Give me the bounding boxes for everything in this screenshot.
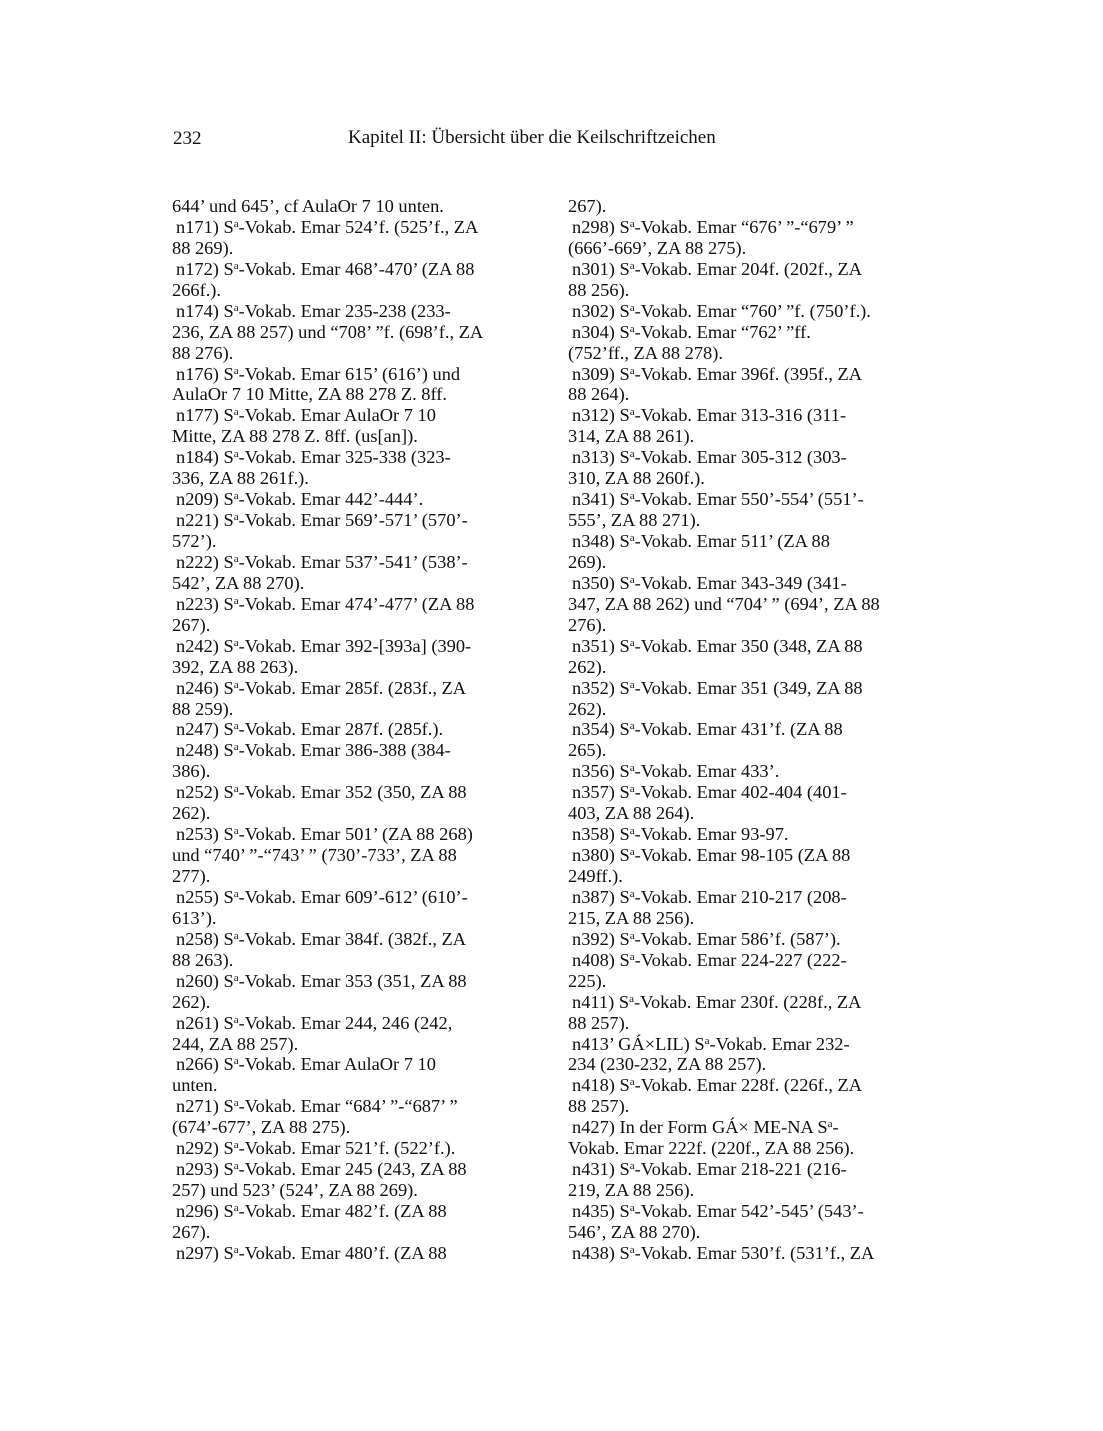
- text-line: 219, ZA 88 256).: [568, 1180, 695, 1201]
- text-line: n408) $S^a$-Vokab. Emar 224-227 (222-: [572, 949, 847, 970]
- text-line: n351) $S^a$-Vokab. Emar 350 (348, ZA 88: [572, 635, 863, 656]
- text-line: (752’ff., ZA 88 278).: [568, 342, 723, 363]
- text-line: 336, ZA 88 261f.).: [172, 468, 309, 489]
- text-line: n248) $S^a$-Vokab. Emar 386-388 (384-: [176, 740, 451, 761]
- text-line: 234 (230-232, ZA 88 257).: [568, 1054, 767, 1075]
- text-line: 392, ZA 88 263).: [172, 656, 299, 677]
- text-line: 249ff.).: [568, 866, 623, 886]
- text-line: n242) $S^a$-Vokab. Emar 392-[393a] (390-: [176, 635, 472, 656]
- text-line: 262).: [172, 803, 211, 824]
- text-line: 262).: [568, 656, 607, 677]
- text-line: n392) $S^a$-Vokab. Emar 586’f. (587’).: [572, 928, 841, 949]
- text-line: n174) $S^a$-Vokab. Emar 235-238 (233-: [176, 300, 451, 321]
- text-line: n253) $S^a$-Vokab. Emar 501’ (ZA 88 268): [176, 824, 473, 845]
- text-line: 88 259).: [172, 698, 234, 719]
- text-line: n380) $S^a$-Vokab. Emar 98-105 (ZA 88: [572, 845, 851, 866]
- text-line: n266) $S^a$-Vokab. Emar AulaOr 7 10: [176, 1054, 436, 1075]
- text-line: 88 256).: [568, 279, 630, 300]
- text-line: n246) $S^a$-Vokab. Emar 285f. (283f., ZA: [176, 677, 467, 698]
- text-line: und “740’ ”-“743’ ” (730’-733’, ZA 88: [172, 845, 457, 866]
- text-line: n358) $S^a$-Vokab. Emar 93-97.: [572, 824, 789, 845]
- text-line: n387) $S^a$-Vokab. Emar 210-217 (208-: [572, 886, 847, 907]
- text-line: Mitte, ZA 88 278 Z. 8ff. (us[an]).: [172, 426, 418, 447]
- text-line: n184) $S^a$-Vokab. Emar 325-338 (323-: [176, 447, 451, 468]
- text-line: n260) $S^a$-Vokab. Emar 353 (351, ZA 88: [176, 970, 467, 991]
- text-line: n418) $S^a$-Vokab. Emar 228f. (226f., ZA: [572, 1075, 863, 1096]
- text-line: 542’, ZA 88 270).: [172, 572, 305, 593]
- text-line: 236, ZA 88 257) und “708’ ”f. (698’f., ZA: [172, 321, 484, 342]
- page-number: 232: [173, 128, 202, 149]
- text-line: 277).: [172, 866, 211, 886]
- text-line: 88 263).: [172, 949, 234, 970]
- text-line: 347, ZA 88 262) und “704’ ” (694’, ZA 88: [568, 593, 880, 614]
- text-line: 572’).: [172, 531, 217, 551]
- text-line: n222) $S^a$-Vokab. Emar 537’-541’ (538’-: [176, 551, 468, 572]
- text-line: 215, ZA 88 256).: [568, 907, 695, 928]
- text-line: 403, ZA 88 264).: [568, 803, 695, 824]
- text-line: 276).: [568, 614, 607, 635]
- text-line: 88 264).: [568, 384, 630, 405]
- running-head: Kapitel II: Übersicht über die Keilschriftzeichen: [348, 127, 716, 148]
- text-line: n221) $S^a$-Vokab. Emar 569’-571’ (570’-: [176, 510, 468, 531]
- text-line: 88 257).: [568, 1012, 630, 1033]
- text-line: n176) $S^a$-Vokab. Emar 615’ (616’) und: [176, 363, 461, 384]
- text-line: 613’).: [172, 907, 217, 928]
- text-line: n435) $S^a$-Vokab. Emar 542’-545’ (543’-: [572, 1201, 864, 1221]
- text-line: n177) $S^a$-Vokab. Emar AulaOr 7 10: [176, 405, 436, 426]
- text-line: AulaOr 7 10 Mitte, ZA 88 278 Z. 8ff.: [172, 384, 447, 405]
- text-line: n309) $S^a$-Vokab. Emar 396f. (395f., ZA: [572, 363, 863, 384]
- text-line: n258) $S^a$-Vokab. Emar 384f. (382f., ZA: [176, 928, 467, 949]
- text-line: 267).: [568, 196, 607, 216]
- text-line: n438) $S^a$-Vokab. Emar 530’f. (531’f., ZA: [572, 1242, 875, 1263]
- text-line: 244, ZA 88 257).: [172, 1033, 299, 1054]
- text-line: 225).: [568, 970, 607, 991]
- text-line: 267).: [172, 614, 211, 635]
- text-line: n271) $S^a$-Vokab. Emar “684’ ”-“687’ ”: [176, 1096, 458, 1117]
- text-line: 267).: [172, 1221, 211, 1242]
- text-line: 262).: [568, 698, 607, 719]
- text-line: n352) $S^a$-Vokab. Emar 351 (349, ZA 88: [572, 677, 863, 698]
- text-line: n292) $S^a$-Vokab. Emar 521’f. (522’f.).: [176, 1138, 456, 1159]
- text-line: n293) $S^a$-Vokab. Emar 245 (243, ZA 88: [176, 1159, 467, 1180]
- text-line: n357) $S^a$-Vokab. Emar 402-404 (401-: [572, 782, 847, 803]
- text-line: n356) $S^a$-Vokab. Emar 433’.: [572, 761, 780, 782]
- text-line: n298) $S^a$-Vokab. Emar “676’ ”-“679’ ”: [572, 216, 854, 237]
- text-line: 262).: [172, 991, 211, 1012]
- text-line: 265).: [568, 740, 607, 761]
- text-line: n313) $S^a$-Vokab. Emar 305-312 (303-: [572, 447, 847, 468]
- text-line: n223) $S^a$-Vokab. Emar 474’-477’ (ZA 88: [176, 593, 475, 614]
- text-line: unten.: [172, 1075, 218, 1096]
- text-line: n341) $S^a$-Vokab. Emar 550’-554’ (551’-: [572, 489, 864, 510]
- text-line: 644’ und 645’, cf AulaOr 7 10 unten.: [172, 196, 444, 216]
- text-line: n413’ GÁ×LIL) $S^a$-Vokab. Emar 232-: [572, 1033, 850, 1054]
- text-line: n252) $S^a$-Vokab. Emar 352 (350, ZA 88: [176, 782, 467, 803]
- text-line: (666’-669’, ZA 88 275).: [568, 237, 747, 258]
- text-line: n312) $S^a$-Vokab. Emar 313-316 (311-: [572, 405, 847, 426]
- text-line: n261) $S^a$-Vokab. Emar 244, 246 (242,: [176, 1012, 453, 1033]
- text-line: n304) $S^a$-Vokab. Emar “762’ ”ff.: [572, 321, 811, 342]
- text-line: n172) $S^a$-Vokab. Emar 468’-470’ (ZA 88: [176, 258, 475, 279]
- left-column: [172, 196, 522, 1264]
- text-line: n171) $S^a$-Vokab. Emar 524’f. (525’f., ZA: [176, 216, 479, 237]
- text-line: n350) $S^a$-Vokab. Emar 343-349 (341-: [572, 572, 847, 593]
- text-line: n302) $S^a$-Vokab. Emar “760’ ”f. (750’f.).: [572, 300, 871, 321]
- text-line: 88 269).: [172, 237, 234, 258]
- text-line: 314, ZA 88 261).: [568, 426, 695, 447]
- text-line: 257) und 523’ (524’, ZA 88 269).: [172, 1180, 418, 1201]
- text-line: n209) $S^a$-Vokab. Emar 442’-444’.: [176, 489, 424, 510]
- text-line: n297) $S^a$-Vokab. Emar 480’f. (ZA 88: [176, 1242, 447, 1263]
- text-line: 310, ZA 88 260f.).: [568, 468, 705, 489]
- text-line: 386).: [172, 761, 211, 782]
- text-line: n301) $S^a$-Vokab. Emar 204f. (202f., ZA: [572, 258, 863, 279]
- text-line: n427) In der Form GÁ× ME-NA $S^a-$: [572, 1117, 839, 1138]
- text-line: n247) $S^a$-Vokab. Emar 287f. (285f.).: [176, 719, 444, 740]
- text-line: n354) $S^a$-Vokab. Emar 431’f. (ZA 88: [572, 719, 843, 740]
- text-line: n411) $S^a$-Vokab. Emar 230f. (228f., ZA: [572, 991, 862, 1012]
- text-line: 269).: [568, 551, 607, 572]
- text-line: 88 257).: [568, 1096, 630, 1117]
- text-line: n431) $S^a$-Vokab. Emar 218-221 (216-: [572, 1159, 847, 1180]
- text-line: n255) $S^a$-Vokab. Emar 609’-612’ (610’-: [176, 886, 468, 907]
- text-line: 555’, ZA 88 271).: [568, 510, 701, 531]
- text-line: 266f.).: [172, 279, 222, 300]
- right-column: [568, 196, 918, 1264]
- text-line: 546’, ZA 88 270).: [568, 1221, 701, 1242]
- text-line: 88 276).: [172, 342, 234, 363]
- text-line: (674’-677’, ZA 88 275).: [172, 1117, 351, 1138]
- text-line: n348) $S^a$-Vokab. Emar 511’ (ZA 88: [572, 531, 830, 551]
- text-line: Vokab. Emar 222f. (220f., ZA 88 256).: [568, 1138, 855, 1159]
- text-line: n296) $S^a$-Vokab. Emar 482’f. (ZA 88: [176, 1201, 447, 1221]
